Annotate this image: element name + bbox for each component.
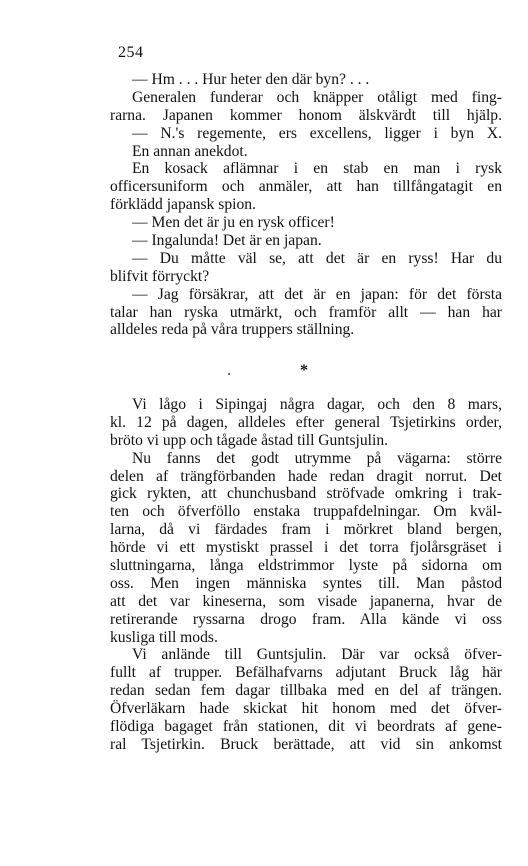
text-line: Generalen funderar och knäpper otåligt med fing-: [132, 88, 502, 106]
text-line: officersuniform och anmäler, att han tillfångatagit en: [110, 178, 502, 196]
text-line: larna, då vi färdades fram i mörkret bland bergen,: [110, 521, 502, 539]
text-line: kl. 12 på dagen, alldeles efter general Tsjetirkins order,: [110, 413, 502, 431]
text-line: retirerande ryssarna drogo fram. Alla kände vi oss: [110, 610, 502, 628]
text-line: — Jag försäkrar, att det är en japan: för det första: [132, 285, 502, 303]
text-line: hörde vi ett mystiskt prassel i det torra fjolårsgräset i: [110, 539, 502, 557]
text-line: att det var kineserna, som visade japanerna, hvar de: [110, 592, 502, 610]
text-line: ral Tsjetirkin. Bruck berättade, att vid sin ankomst: [110, 735, 502, 753]
text-line: rarna. Japanen kommer honom älskvärdt till hjälp.: [110, 106, 502, 124]
text-line: blifvit förryckt?: [110, 267, 210, 285]
text-line: delen af trängförbanden hade redan dragit norrut. Det: [110, 467, 502, 485]
text-line: ten och öfverföllo enstaka truppafdelningar. Om kväl-: [110, 503, 502, 521]
text-line: En kosack aflämnar i en stab en man i rysk: [132, 160, 502, 178]
print-speck: [228, 373, 230, 375]
text-line: — Hm . . . Hur heter den där byn? . . .: [132, 71, 370, 88]
text-line: — Du måtte väl se, att det är en ryss! Har du: [132, 249, 502, 267]
text-line: — Ingalunda! Det är en japan.: [132, 232, 322, 250]
text-line: gick rykten, att chunchusband ströfvade omkring i trak-: [110, 485, 502, 503]
text-line: bröto vi upp och tågade åstad till Guntsjulin.: [110, 431, 389, 449]
text-line: fullt af trupper. Befälhafvarns adjutant Bruck låg här: [110, 664, 502, 682]
text-line: En annan anekdot.: [132, 142, 248, 160]
text-line: redan sedan fem dagar tillbaka med en del af trängen.: [110, 682, 502, 700]
text-line: Vi lågo i Sipingaj några dagar, och den 8 mars,: [132, 396, 502, 413]
text-line: sluttningarna, långa eldstrimmor lyste på sidorna om: [110, 557, 502, 575]
section-separator: *: [300, 362, 308, 379]
text-line: kusliga till mods.: [110, 628, 218, 646]
text-line: — Men det är ju en rysk officer!: [132, 214, 335, 232]
text-section-2: [110, 396, 502, 754]
text-line: förklädd japansk spion.: [110, 196, 256, 214]
text-line: Nu fanns det godt utrymme på vägarna: större: [132, 449, 502, 467]
text-section-1: [110, 71, 502, 339]
text-line: oss. Men ingen människa syntes till. Man påstod: [110, 574, 502, 592]
page-number: 254: [118, 44, 144, 61]
text-line: alldeles reda på våra truppers ställning.: [110, 321, 355, 339]
text-line: talar han ryska utmärkt, och framför allt — han har: [110, 303, 502, 321]
text-line: — N.'s regemente, ers excellens, ligger i byn X.: [132, 124, 502, 142]
text-line: flödiga bagaget från stationen, dit vi beordrats af gene-: [110, 718, 502, 736]
text-line: Öfverläkarn hade skickat hit honom med det öfver-: [110, 700, 502, 718]
text-line: Vi anlände till Guntsjulin. Där var också öfver-: [132, 646, 502, 664]
